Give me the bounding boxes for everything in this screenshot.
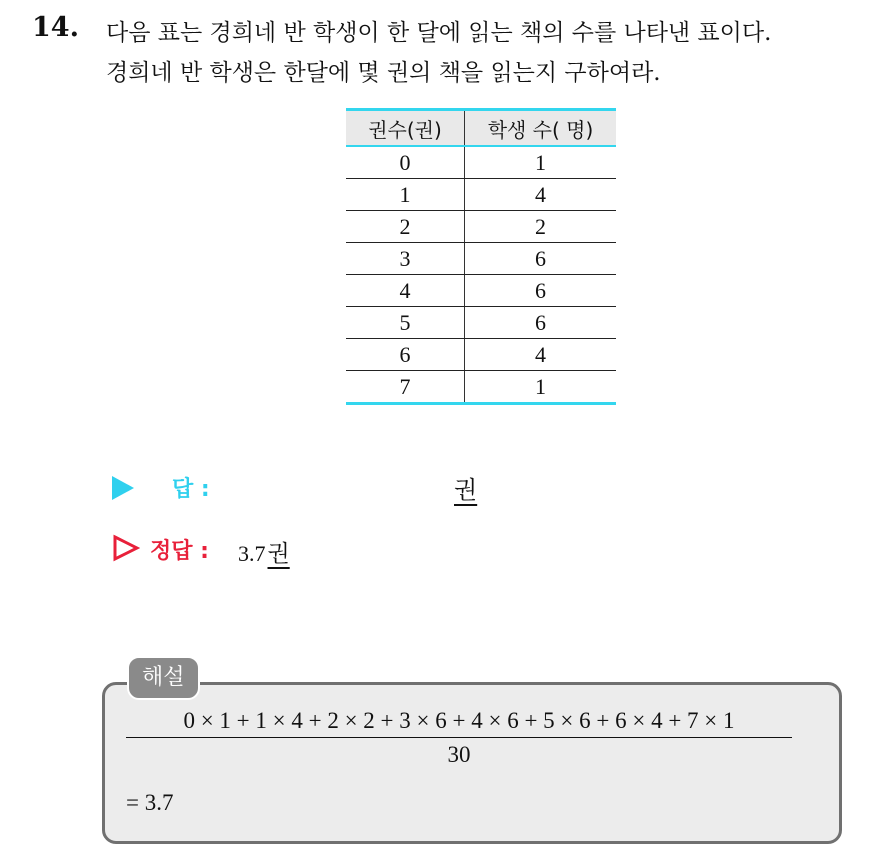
outline-triangle-right-icon [112,534,140,562]
question-number: 14. [32,12,79,43]
table-row [346,371,616,404]
table-row [346,339,616,371]
cell-student-count: 2 [465,211,617,243]
cell-student-count: 4 [465,339,617,371]
cell-student-count: 6 [465,307,617,339]
header-book-count: 권수(권) [346,110,465,147]
correct-answer-row [112,530,412,570]
answer-label: 답 : [172,477,210,502]
question-text-line-1: 다음 표는 경희네 반 학생이 한 달에 읽는 책의 수를 나타낸 표이다. [106,20,772,46]
fraction-numerator: 0 × 1 + 1 × 4 + 2 × 2 + 3 × 6 + 4 × 6 + 5 × 6 + 6 × 4 + 7 × 1 [126,708,792,738]
correct-answer-value-group [238,535,290,568]
cell-book-count: 4 [346,275,465,307]
correct-answer-label: 정답 : [150,539,209,564]
table-row [346,179,616,211]
cell-student-count: 6 [465,275,617,307]
frequency-table [346,108,616,405]
cell-book-count: 6 [346,339,465,371]
answer-unit: 권 [454,476,478,504]
filled-triangle-right-icon [112,476,134,500]
table-row [346,146,616,179]
table-row [346,243,616,275]
cell-book-count: 2 [346,211,465,243]
correct-answer-value: 3.7 [238,541,266,566]
cell-book-count: 5 [346,307,465,339]
cell-book-count: 1 [346,179,465,211]
explanation-fraction [126,708,792,768]
cell-student-count: 4 [465,179,617,211]
answer-row [112,470,532,510]
explanation-result: = 3.7 [126,790,174,815]
cell-book-count: 3 [346,243,465,275]
header-student-count: 학생 수( 명) [465,110,617,147]
cell-book-count: 7 [346,371,465,404]
table-header-row [346,110,616,147]
fraction-denominator: 30 [447,742,471,767]
question-text-line-2: 경희네 반 학생은 한달에 몇 권의 책을 읽는지 구하여라. [106,60,661,86]
cell-student-count: 1 [535,373,546,399]
explanation-tag: 해설 [127,656,200,700]
table-row [346,211,616,243]
table-row [346,307,616,339]
cell-student-count: 1 [465,146,617,179]
correct-answer-unit: 권 [267,541,290,567]
cell-book-count: 0 [346,146,465,179]
table-row [346,275,616,307]
cell-student-count: 6 [465,243,617,275]
